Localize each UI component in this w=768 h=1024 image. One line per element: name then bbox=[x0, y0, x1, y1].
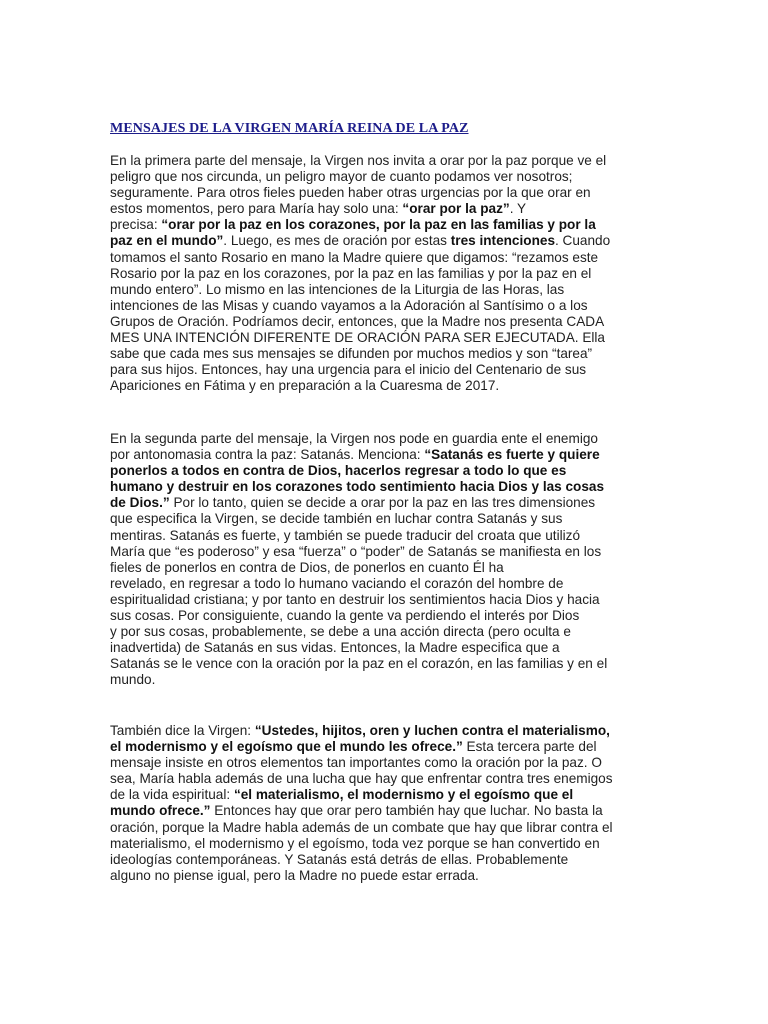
body-text: También dice la Virgen: bbox=[110, 723, 255, 738]
body-text: que especifica la Virgen, se decide también en luchar contra Satanás y sus bbox=[110, 511, 563, 527]
body-text: alguno no piense igual, pero la Madre no puede estar errada. bbox=[110, 867, 479, 883]
text-line bbox=[110, 479, 666, 495]
body-text: revelado, en regresar a todo lo humano vaciando el corazón del hombre de bbox=[110, 575, 564, 591]
body-text: precisa: bbox=[110, 217, 162, 233]
text-line bbox=[110, 624, 666, 640]
text-line bbox=[110, 852, 666, 868]
body-text: por antonomasia contra la paz: Satanás. Menciona: bbox=[110, 447, 425, 463]
text-line bbox=[110, 447, 666, 463]
text-line bbox=[110, 560, 666, 576]
bold-quote-text: mundo ofrece.” bbox=[110, 803, 211, 819]
bold-quote-text: el modernismo y el egoísmo que el mundo les ofrece.” bbox=[110, 739, 463, 755]
body-text: y por sus cosas, probablemente, se debe a una acción directa (pero oculta e bbox=[110, 624, 571, 640]
text-line bbox=[110, 378, 666, 394]
paragraph-2 bbox=[110, 431, 666, 689]
body-text: Rosario por la paz en los corazones, por la paz en las familias y por la paz en el bbox=[110, 265, 592, 281]
body-text: mundo entero”. Lo mismo en las intenciones de la Liturgia de las Horas, las bbox=[110, 281, 565, 297]
text-line bbox=[110, 771, 666, 787]
text-line bbox=[110, 298, 666, 314]
text-line bbox=[110, 836, 666, 852]
text-line bbox=[110, 250, 666, 266]
body-text: En la primera parte del mensaje, la Virgen nos invita a orar por la paz porque ve el bbox=[110, 153, 607, 168]
text-line bbox=[110, 640, 666, 656]
body-text: MES UNA INTENCIÓN DIFERENTE DE ORACIÓN PARA SER EJECUTADA. Ella bbox=[110, 330, 605, 346]
text-line bbox=[110, 185, 666, 201]
bold-quote-text: de Dios.” bbox=[110, 495, 170, 511]
text-line bbox=[110, 528, 666, 544]
body-text: Apariciones en Fátima y en preparación a la Cuaresma de 2017. bbox=[110, 378, 500, 394]
text-line bbox=[110, 314, 666, 330]
text-line bbox=[110, 282, 666, 298]
body-text: mentiras. Satanás es fuerte, y también se puede traducir del croata que utilizó bbox=[110, 527, 580, 543]
body-text: sabe que cada mes sus mensajes se difunden por muchos medios y son “tarea” bbox=[110, 346, 593, 362]
text-line bbox=[110, 755, 666, 771]
bold-quote-text: “orar por la paz” bbox=[402, 201, 510, 217]
body-text: En la segunda parte del mensaje, la Virgen nos pode en guardia ente el enemigo bbox=[110, 431, 598, 446]
body-text: María que “es poderoso” y esa “fuerza” o “poder” de Satanás se manifiesta en los bbox=[110, 543, 602, 559]
bold-quote-text: tres intenciones bbox=[450, 233, 555, 249]
text-line bbox=[110, 672, 666, 688]
bold-quote-text: “orar por la paz en los corazones, por la paz en las familias y por la bbox=[161, 217, 596, 233]
body-text: estos momentos, pero para María hay solo una: bbox=[110, 201, 403, 217]
body-text: materialismo, el modernismo y el egoísmo, toda vez porque se han convertido en bbox=[110, 835, 600, 851]
body-text: seguramente. Para otros fieles pueden haber otras urgencias por la que orar en bbox=[110, 185, 591, 201]
bold-quote-text: “Satanás es fuerte y quiere bbox=[424, 447, 600, 463]
body-text: . Luego, es mes de oración por estas bbox=[223, 233, 451, 249]
text-line bbox=[110, 217, 666, 233]
text-line bbox=[110, 495, 666, 511]
body-text: inadvertida) de Satanás en sus vidas. Entonces, la Madre especifica que a bbox=[110, 640, 560, 656]
body-text: Satanás se le vence con la oración por la paz en el corazón, en las familias y en el bbox=[110, 656, 608, 672]
body-text: oración, porque la Madre habla además de un combate que hay que librar contra el bbox=[110, 819, 613, 835]
body-text: . Cuando bbox=[555, 233, 611, 249]
text-line bbox=[110, 723, 666, 739]
text-line bbox=[110, 330, 666, 346]
text-line bbox=[110, 431, 666, 447]
text-line bbox=[110, 362, 666, 378]
text-line bbox=[110, 201, 666, 217]
text-line bbox=[110, 511, 666, 527]
body-text: . Y bbox=[509, 201, 527, 217]
body-text: mensaje insiste en otros elementos tan importantes como la oración por la paz. O bbox=[110, 755, 602, 771]
text-line bbox=[110, 346, 666, 362]
text-line bbox=[110, 169, 666, 185]
bold-quote-text: “Ustedes, hijitos, oren y luchen contra el materialismo, bbox=[254, 723, 610, 738]
paragraph-1 bbox=[110, 153, 666, 394]
document-title: MENSAJES DE LA VIRGEN MARÍA REINA DE LA PAZ bbox=[110, 121, 469, 136]
body-text: ideologías contemporáneas. Y Satanás está detrás de ellas. Probablemente bbox=[110, 851, 569, 867]
body-text: Esta tercera parte del bbox=[462, 739, 597, 755]
body-text: intenciones de las Misas y cuando vayamos a la Adoración al Santísimo o a los bbox=[110, 297, 588, 313]
bold-quote-text: paz en el mundo” bbox=[110, 233, 224, 249]
body-text: para sus hijos. Entonces, hay una urgencia para el inicio del Centenario de sus bbox=[110, 362, 587, 378]
text-line bbox=[110, 463, 666, 479]
body-text: de la vida espiritual: bbox=[110, 787, 234, 803]
body-text: Grupos de Oración. Podríamos decir, entonces, que la Madre nos presenta CADA bbox=[110, 313, 605, 329]
bold-quote-text: ponerlos a todos en contra de Dios, hacerlos regresar a todo lo que es bbox=[110, 463, 567, 479]
text-line bbox=[110, 608, 666, 624]
text-line bbox=[110, 233, 666, 249]
body-text: espiritualidad cristiana; y por tanto en destruir los sentimientos hacia Dios y hacia bbox=[110, 591, 600, 607]
text-line bbox=[110, 153, 666, 169]
body-text: tomamos el santo Rosario en mano la Madre quiere que digamos: “rezamos este bbox=[110, 249, 599, 265]
text-line bbox=[110, 739, 666, 755]
body-text: peligro que nos circunda, un peligro mayor de cuanto podamos ver nosotros; bbox=[110, 169, 573, 185]
body-text: Entonces hay que orar pero también hay que luchar. No basta la bbox=[210, 803, 603, 819]
text-line bbox=[110, 803, 666, 819]
bold-quote-text: “el materialismo, el modernismo y el egoísmo que el bbox=[233, 787, 574, 803]
text-line bbox=[110, 868, 666, 884]
paragraph-3 bbox=[110, 723, 666, 884]
text-line bbox=[110, 787, 666, 803]
body-text: sus cosas. Por consiguiente, cuando la gente va perdiendo el interés por Dios bbox=[110, 608, 580, 624]
body-text: sea, María habla además de una lucha que hay que enfrentar contra tres enemigos bbox=[110, 771, 613, 787]
text-line bbox=[110, 820, 666, 836]
body-text: fieles de ponerlos en contra de Dios, de ponerlos en cuanto Él ha bbox=[110, 559, 504, 575]
text-line bbox=[110, 592, 666, 608]
text-line bbox=[110, 656, 666, 672]
body-text: mundo. bbox=[110, 672, 156, 688]
bold-quote-text: humano y destruir en los corazones todo sentimiento hacia Dios y las cosas bbox=[110, 479, 605, 495]
text-line bbox=[110, 544, 666, 560]
body-text: Por lo tanto, quien se decide a orar por la paz en las tres dimensiones bbox=[169, 495, 596, 511]
text-line bbox=[110, 576, 666, 592]
text-line bbox=[110, 266, 666, 282]
